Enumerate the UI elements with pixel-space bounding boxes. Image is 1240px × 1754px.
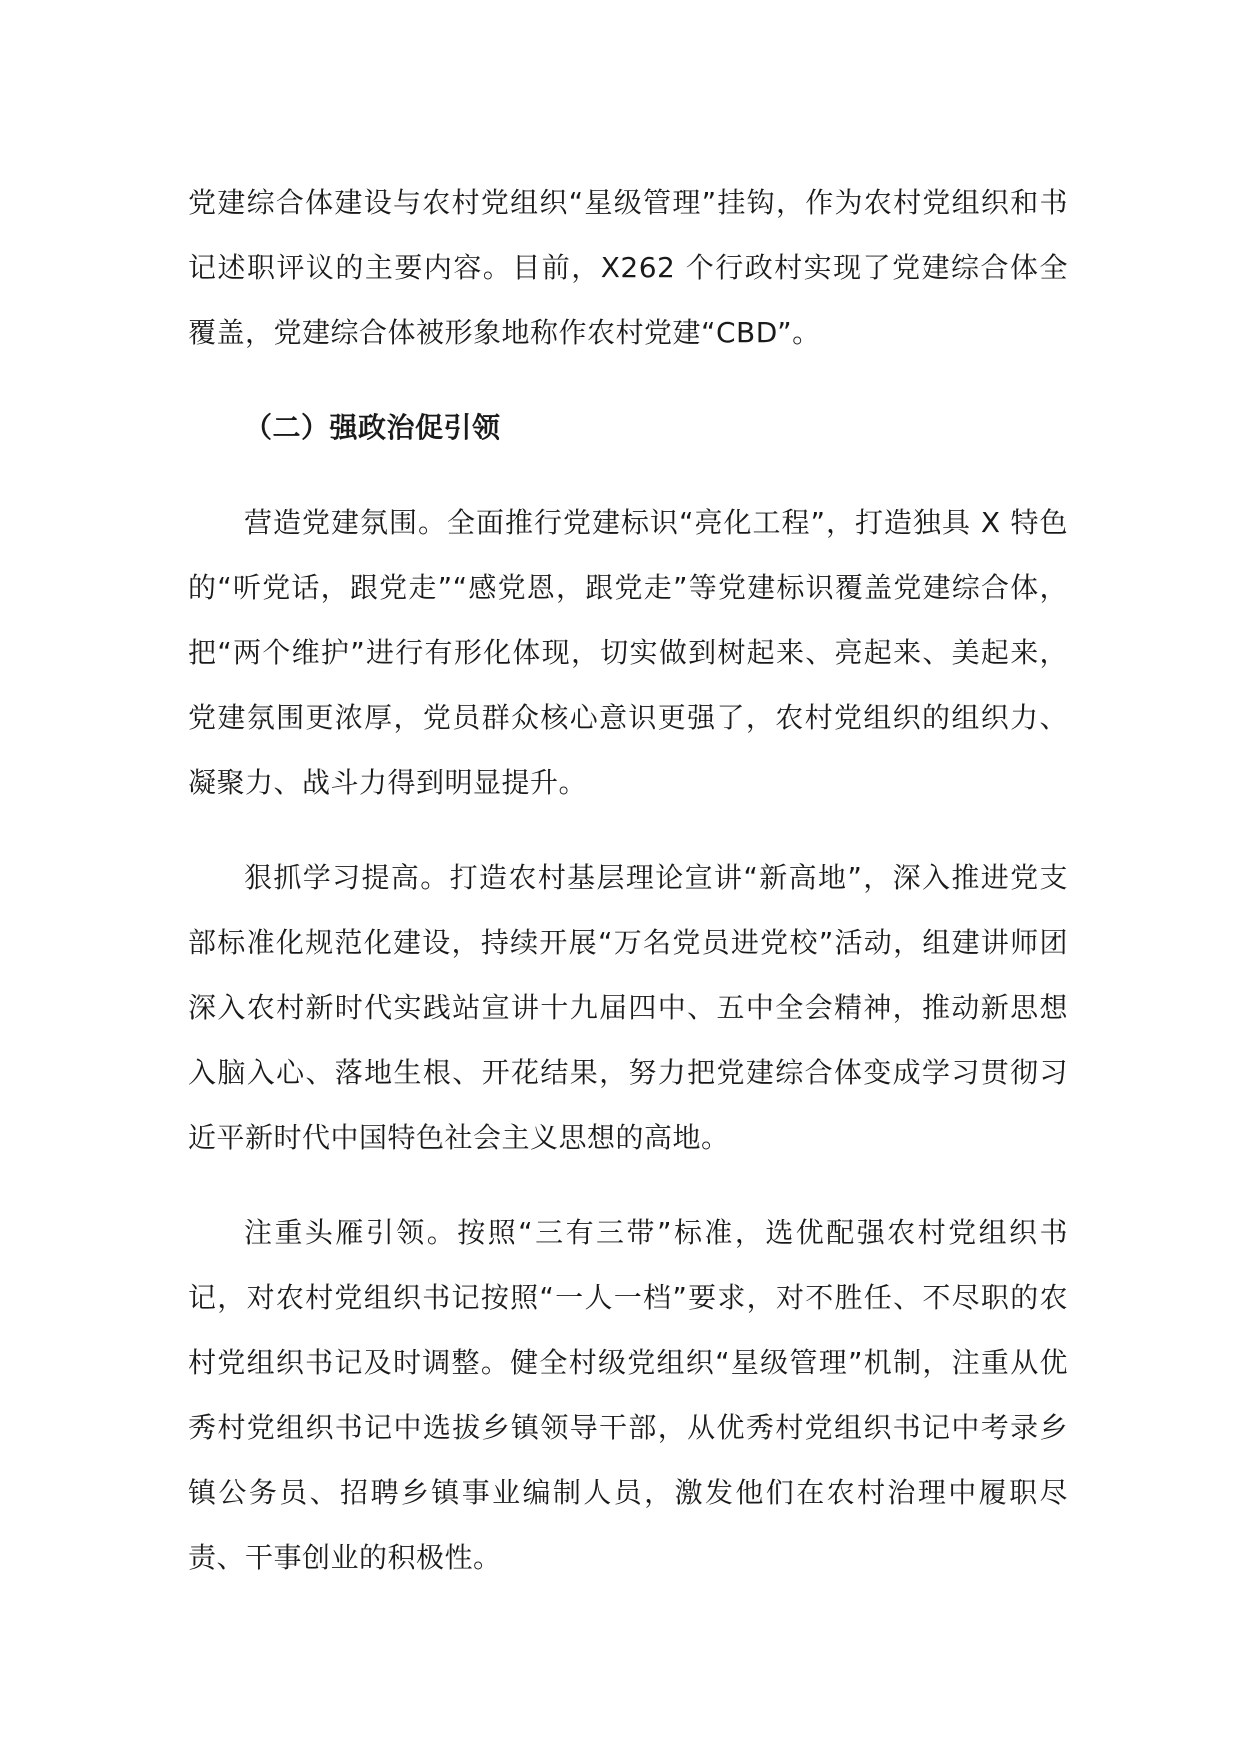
paragraph-study: 狠抓学习提高。打造农村基层理论宣讲“新高地”，深入推进党支部标准化规范化建设，持续开展“万名党员进党校”活动，组建讲师团深入农村新时代实践站宣讲十九届四中、五中全会精神，推动新思想入脑入心、落地生根、开花结果，努力把党建综合体变成学习贯彻习近平新时代中国特色社会主义思想的高地。 bbox=[188, 861, 1068, 1154]
document-body bbox=[188, 170, 1068, 1590]
paragraph-leaders: 注重头雁引领。按照“三有三带”标准，选优配强农村党组织书记，对农村党组织书记按照“一人一档”要求，对不胜任、不尽职的农村党组织书记及时调整。健全村级党组织“星级管理”机制，注重从优秀村党组织书记中选拔乡镇领导干部，从优秀村党组织书记中考录乡镇公务员、招聘乡镇事业编制人员，激发他们在农村治理中履职尽责、干事创业的积极性。 bbox=[188, 1216, 1068, 1574]
paragraph-atmosphere: 营造党建氛围。全面推行党建标识“亮化工程”，打造独具 X 特色的“听党话，跟党走”“感党恩，跟党走”等党建标识覆盖党建综合体，把“两个维护”进行有形化体现，切实做到树起来、亮起来、美起来，党建氛围更浓厚，党员群众核心意识更强了，农村党组织的组织力、凝聚力、战斗力得到明显提升。 bbox=[188, 506, 1068, 799]
continuation-paragraph: 党建综合体建设与农村党组织“星级管理”挂钩，作为农村党组织和书记述职评议的主要内容。目前，X262 个行政村实现了党建综合体全覆盖，党建综合体被形象地称作农村党建“CBD”。 bbox=[188, 186, 1068, 349]
section-heading: （二）强政治促引领 bbox=[244, 411, 501, 444]
